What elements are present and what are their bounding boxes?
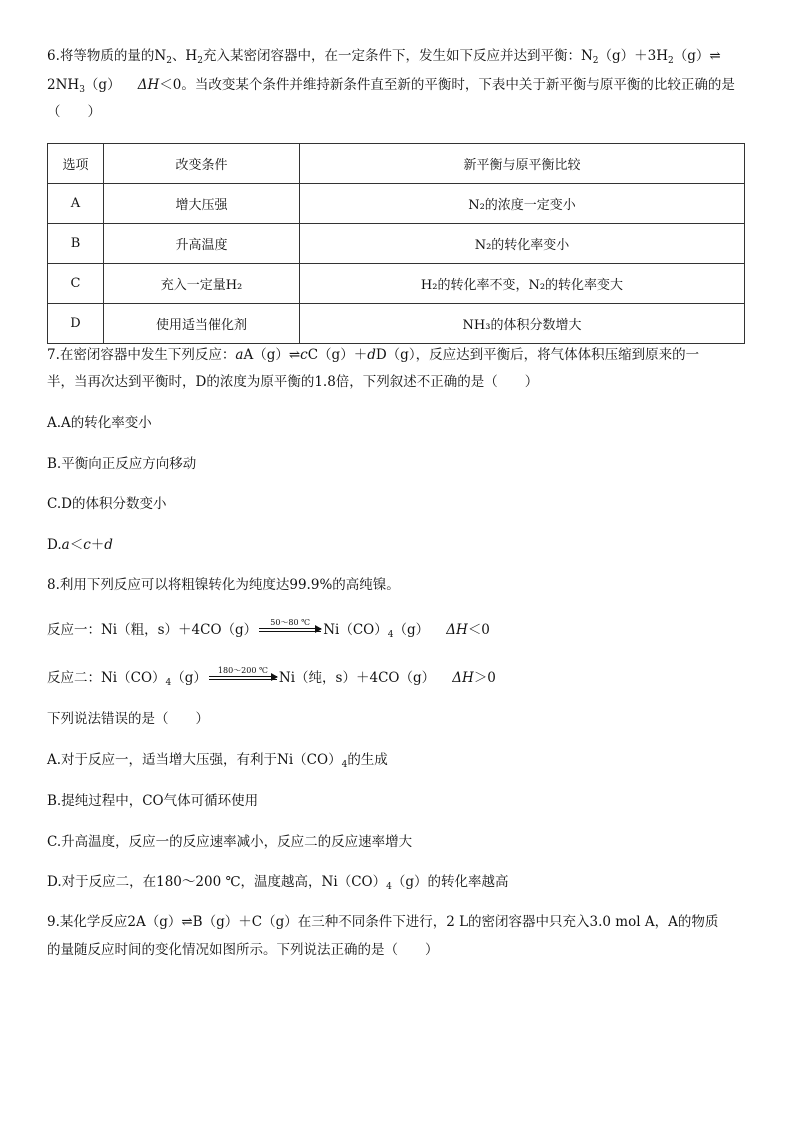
table-cell-condition: 增大压强 <box>104 184 300 224</box>
reaction-arrow-icon: 50～80 ℃ <box>259 618 321 632</box>
q8-reaction-one: 反应一：Ni（粗，s）＋4CO（g） 50～80 ℃ $Ni(CO)_4(g)$ ΔH＜0 <box>47 617 490 640</box>
q7-option-d: D.a＜c＋d <box>47 537 113 553</box>
table-header-cell: 新平衡与原平衡比较 <box>300 144 745 184</box>
table-cell-comparison: N₂的转化率变小 <box>300 224 745 264</box>
table-row <box>48 304 745 344</box>
q9-stem-line1: 9.某化学反应2A（g）⇌B（g）＋C（g）在三种不同条件下进行，2 L的密闭容器中只充入3.0 mol A，A的物质 <box>47 914 719 930</box>
q7-stem-line2: 半，当再次达到平衡时，D的浓度为原平衡的1.8倍，下列叙述不正确的是（ ） <box>47 374 539 390</box>
table-row <box>48 184 745 224</box>
q7-option-c: C.D的体积分数变小 <box>47 496 167 512</box>
q8-ask: 下列说法错误的是（ ） <box>47 711 209 727</box>
q8-reaction-two: 反应二：$Ni(CO)_4(g)$ 180～200 ℃ Ni（纯，s）＋4CO（g） ΔH＞0 <box>47 665 496 688</box>
table-cell-option: D <box>48 304 104 344</box>
table-cell-comparison: NH₃的体积分数增大 <box>300 304 745 344</box>
q8-option-c: C.升高温度，反应一的反应速率减小，反应二的反应速率增大 <box>47 834 413 850</box>
q6-stem-line2: $2NH_3(g)$ ΔH＜0。当改变某个条件并维持新条件直至新的平衡时，下表中关于新平衡与原平衡的比较正确的是 <box>47 77 735 95</box>
table-cell-condition: 升高温度 <box>104 224 300 264</box>
table-row <box>48 224 745 264</box>
q6-stem-line3: （ ） <box>47 104 101 120</box>
q8-option-a: A.对于反应一，适当增大压强，有利于$Ni(CO)_4$的生成 <box>47 752 388 770</box>
q7-option-b: B.平衡向正反应方向移动 <box>47 456 197 472</box>
reaction-arrow-icon: 180～200 ℃ <box>209 666 277 680</box>
q7-option-a: A.A的转化率变小 <box>47 415 152 431</box>
table-cell-condition: 充入一定量H₂ <box>104 264 300 304</box>
table-cell-option: C <box>48 264 104 304</box>
table-header-row <box>48 144 745 184</box>
q9-stem-line2: 的量随反应时间的变化情况如图所示。下列说法正确的是（ ） <box>47 942 439 958</box>
table-row <box>48 264 745 304</box>
q7-stem-line1: 7.在密闭容器中发生下列反应：aA（g）⇌cC（g）＋dD（g），反应达到平衡后，将气体体积压缩到原来的一 <box>47 347 700 363</box>
table-header-cell: 改变条件 <box>104 144 300 184</box>
q6-stem-line1: 6.将等物质的量的$N_2$、$H_2$充入某密闭容器中，在一定条件下，发生如下反应并达到平衡：$N_2(g)+3H_2(g)\rightleftharpoons$ <box>47 48 721 66</box>
q8-stem: 8.利用下列反应可以将粗镍转化为纯度达99.9%的高纯镍。 <box>47 577 400 593</box>
table-header-cell: 选项 <box>48 144 104 184</box>
table-cell-comparison: H₂的转化率不变，N₂的转化率变大 <box>300 264 745 304</box>
q6-comparison-table <box>47 143 745 344</box>
q8-option-b: B.提纯过程中，CO气体可循环使用 <box>47 793 259 809</box>
table-cell-condition: 使用适当催化剂 <box>104 304 300 344</box>
table-cell-option: A <box>48 184 104 224</box>
q8-option-d: D.对于反应二，在180～200 ℃，温度越高，$Ni(CO)_4(g)$的转化率越高 <box>47 874 509 892</box>
table-cell-comparison: N₂的浓度一定变小 <box>300 184 745 224</box>
table-cell-option: B <box>48 224 104 264</box>
